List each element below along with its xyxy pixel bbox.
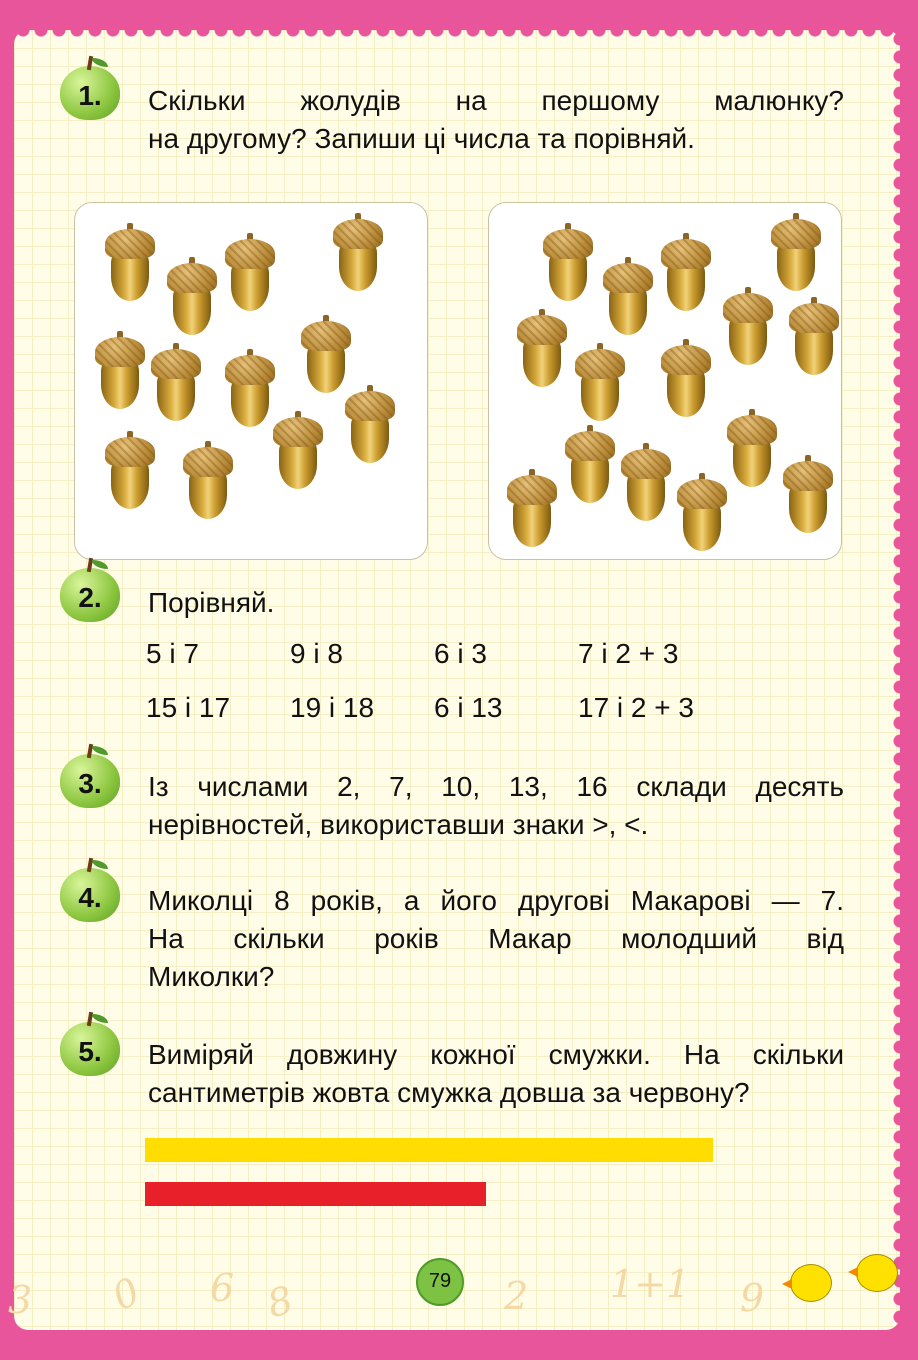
yellow-chick-icon — [790, 1264, 832, 1302]
acorn-icon — [603, 257, 653, 339]
task-line: Миколці 8 років, а його другові Макарові — 7. — [148, 885, 844, 916]
acorn-icon — [225, 349, 275, 431]
apple-number-badge-icon — [60, 1012, 124, 1076]
task-line: сантиметрів жовта смужка довша за червону? — [148, 1077, 750, 1108]
acorn-picture-2 — [488, 202, 842, 560]
task-number: 5. — [78, 1036, 102, 1067]
task-text — [148, 584, 844, 622]
task-number: 4. — [78, 882, 102, 913]
decorative-digit: 1+1 — [610, 1262, 691, 1306]
acorn-icon — [727, 409, 777, 491]
acorn-icon — [225, 233, 275, 315]
page-number: 79 — [428, 1270, 452, 1292]
top-scalloped-edge — [14, 30, 900, 38]
comparison-item: 17 і 2 + 3 — [578, 692, 694, 723]
comparison-item: 7 і 2 + 3 — [578, 638, 679, 669]
comparison-item: 9 і 8 — [290, 638, 343, 669]
task-number: 1. — [78, 80, 102, 111]
decorative-digit: 0 — [105, 1268, 147, 1320]
acorn-icon — [183, 441, 233, 523]
task-text — [148, 82, 844, 158]
task-number: 3. — [78, 768, 102, 799]
red-stripe — [145, 1182, 486, 1206]
apple-number-badge-icon — [60, 744, 124, 808]
decorative-digit: 8 — [262, 1277, 298, 1327]
acorn-icon — [95, 331, 145, 413]
acorn-icon — [301, 315, 351, 397]
acorn-icon — [273, 411, 323, 493]
acorn-icon — [565, 425, 615, 507]
acorn-icon — [167, 257, 217, 339]
task-line: Скільки жолудів на першому малюнку? — [148, 85, 844, 116]
workbook-page — [8, 30, 900, 1330]
acorn-icon — [783, 455, 833, 537]
apple-number-badge-icon — [60, 858, 124, 922]
task-line: на другому? Запиши ці числа та порівняй. — [148, 123, 695, 154]
task-line: Виміряй довжину кожної смужки. На скільки — [148, 1039, 844, 1070]
acorn-icon — [507, 469, 557, 551]
decorative-digit: 9 — [740, 1276, 765, 1320]
decorative-digit: 6 — [210, 1266, 235, 1310]
acorn-icon — [621, 443, 671, 525]
task-number: 2. — [78, 582, 102, 613]
task-line: Миколки? — [148, 961, 275, 992]
page-number-badge — [416, 1258, 464, 1306]
acorn-icon — [661, 339, 711, 421]
acorn-icon — [661, 233, 711, 315]
task-line: Порівняй. — [148, 587, 275, 618]
task-text — [148, 882, 844, 996]
comparison-item: 19 і 18 — [290, 692, 375, 723]
right-scalloped-edge — [892, 30, 900, 1330]
apple-number-badge-icon — [60, 558, 124, 622]
task-text — [148, 1036, 844, 1112]
comparison-item: 15 і 17 — [146, 692, 231, 723]
acorn-icon — [151, 343, 201, 425]
acorn-icon — [345, 385, 395, 467]
acorn-icon — [789, 297, 839, 379]
comparison-item: 6 і 13 — [434, 692, 503, 723]
acorn-icon — [677, 473, 727, 555]
acorn-icon — [105, 223, 155, 305]
task-text — [148, 768, 844, 844]
acorn-icon — [517, 309, 567, 391]
yellow-stripe — [145, 1138, 713, 1162]
decorative-digit: 3 — [8, 1278, 33, 1322]
acorn-icon — [105, 431, 155, 513]
comparison-item: 6 і 3 — [434, 638, 487, 669]
task-line: На скільки років Макар молодший від — [148, 923, 844, 954]
task-line: Із числами 2, 7, 10, 13, 16 склади десять — [148, 771, 844, 802]
acorn-icon — [543, 223, 593, 305]
acorn-icon — [723, 287, 773, 369]
acorn-picture-1 — [74, 202, 428, 560]
comparison-item: 5 і 7 — [146, 638, 199, 669]
acorn-icon — [333, 213, 383, 295]
decorative-digit: 2 — [504, 1274, 529, 1318]
yellow-chick-icon — [856, 1254, 898, 1292]
acorn-icon — [771, 213, 821, 295]
task-line: нерівностей, використавши знаки >, <. — [148, 809, 649, 840]
acorn-icon — [575, 343, 625, 425]
apple-number-badge-icon — [60, 56, 124, 120]
